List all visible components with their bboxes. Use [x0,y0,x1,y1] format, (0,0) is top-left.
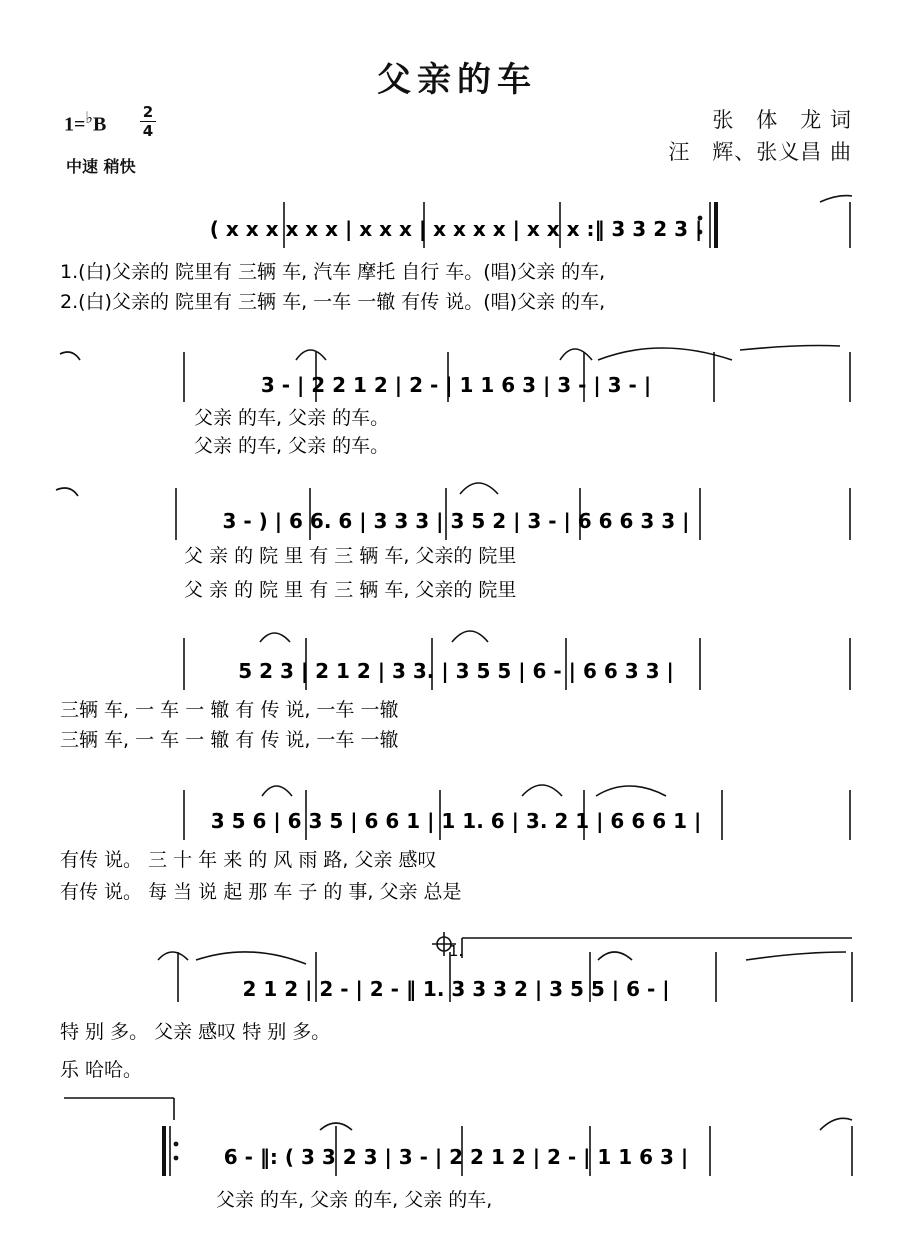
system-5-notes: 3 5 6 | 6 3 5 | 6 6 1 | 1 1. 6 | 3. 2 1 | 6 6 6 1 | [210,809,702,833]
system-6-lyrics-verse-1: 特 别 多。 父亲 感叹 特 别 多。 [60,1021,331,1043]
system-1-lyrics-verse-1: 1.(白)父亲的 院里有 三辆 车, 汽车 摩托 自行 车。(唱)父亲 的车, [60,261,606,283]
system-7-lyrics: 父亲 的车, 父亲 的车, 父亲 的车, [216,1189,493,1211]
meter-top: 2 [142,103,154,121]
system-3-lyrics-verse-1: 父 亲 的 院 里 有 三 辆 车, 父亲的 院里 [184,545,517,567]
system-6-lyrics-verse-2: 乐 哈哈。 [60,1059,143,1081]
system-2-lyrics-verse-1: 父亲 的车, 父亲 的车。 [194,407,390,429]
system-1-lyrics-verse-2: 2.(白)父亲的 院里有 三辆 车, 一车 一辙 有传 说。(唱)父亲 的车, [60,291,606,313]
system-7-notes: 6 - ‖: ( 3 3 2 3 | 3 - | 2 2 1 2 | 2 - | 1 1 6 3 | [223,1145,689,1169]
system-4-lyrics-verse-1: 三辆 车, 一 车 一 辙 有 传 说, 一车 一辙 [60,699,399,721]
tempo-marking: 中速 稍快 [66,157,136,176]
system-2-notes: 3 - | 2 2 1 2 | 2 - | 1 1 6 3 | 3 - | 3 - | [260,373,652,397]
system-4-lyrics-verse-2: 三辆 车, 一 车 一 辙 有 传 说, 一车 一辙 [60,729,399,751]
volta-mark: 1. [448,942,464,960]
system-6-notes: 2 1 2 | 2 - | 2 - ‖ 1. 3 3 3 2 | 3 5 5 | 6 - | [242,977,670,1001]
lyricist-credit: 张 体 龙 词 [712,108,852,132]
system-4-notes: 5 2 3 | 2 1 2 | 3 3. | 3 5 5 | 6 - | 6 6 3 3 | [238,659,674,683]
key-prefix: 1= [64,113,86,136]
system-1-notes: ( x x x x x x | x x x | x x x x | x x x :‖ 3 3 2 3 | [209,217,703,241]
system-3-lyrics-verse-2: 父 亲 的 院 里 有 三 辆 车, 父亲的 院里 [184,579,517,601]
system-5-lyrics-verse-2: 有传 说。 每 当 说 起 那 车 子 的 事, 父亲 总是 [60,881,462,903]
system-5-lyrics-verse-1: 有传 说。 三 十 年 来 的 风 雨 路, 父亲 感叹 [60,849,437,871]
composer-credit: 汪 辉、张义昌 曲 [668,140,852,164]
flat-sign: ♭ [85,110,93,127]
meter-bottom: 4 [142,122,154,140]
system-3-notes: 3 - ) | 6 6. 6 | 3 3 3 | 3 5 2 | 3 - | 6 6 6 3 3 | [222,509,690,533]
song-title: 父亲的车 [377,60,537,100]
key-note: B [92,113,107,136]
system-2-lyrics-verse-2: 父亲 的车, 父亲 的车。 [194,435,390,457]
